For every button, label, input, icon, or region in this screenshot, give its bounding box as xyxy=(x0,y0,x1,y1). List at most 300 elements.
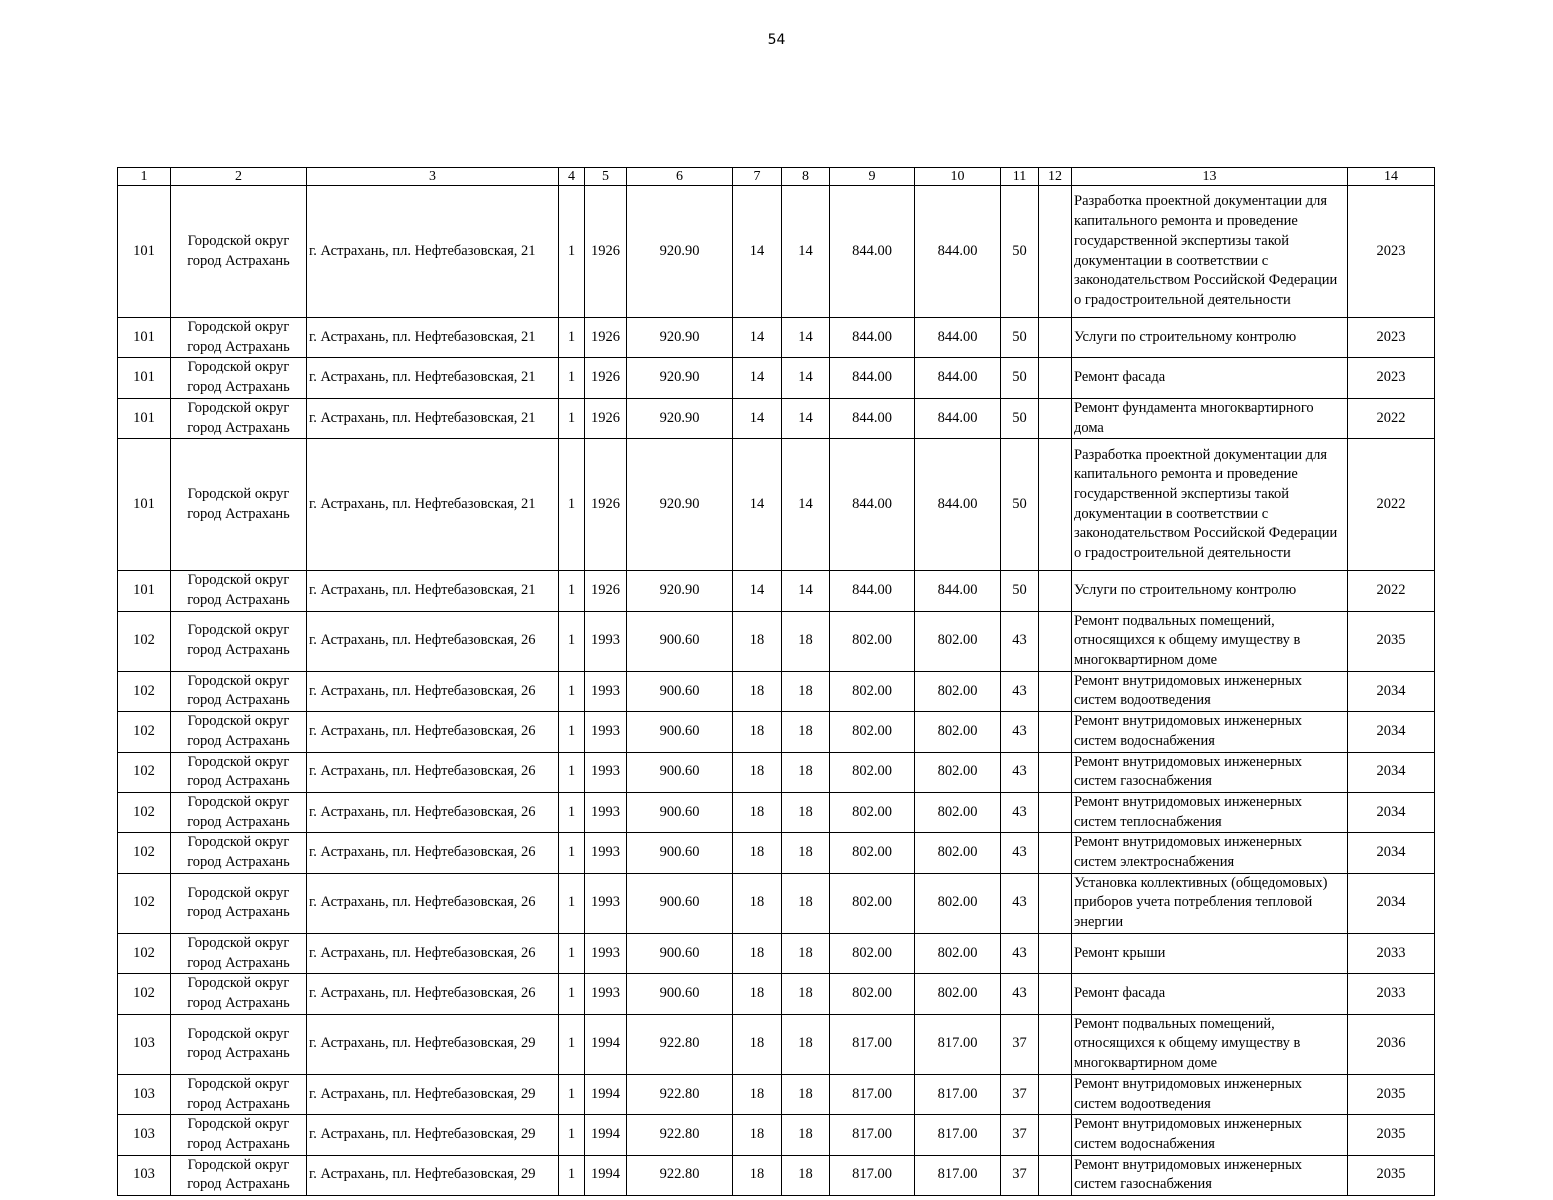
col11-cell: 43 xyxy=(1001,752,1039,792)
col10-cell: 802.00 xyxy=(915,792,1001,832)
col10-cell: 844.00 xyxy=(915,318,1001,358)
col12-cell xyxy=(1039,358,1072,398)
address-cell: г. Астрахань, пл. Нефтебазовская, 26 xyxy=(307,833,559,873)
address-cell: г. Астрахань, пл. Нефтебазовская, 26 xyxy=(307,792,559,832)
municipality-cell: Городской округ город Астрахань xyxy=(171,792,307,832)
col10-cell: 817.00 xyxy=(915,1155,1001,1195)
total-area-cell: 920.90 xyxy=(627,318,733,358)
col10-cell: 802.00 xyxy=(915,611,1001,671)
address-cell: г. Астрахань, пл. Нефтебазовская, 26 xyxy=(307,752,559,792)
row-number-cell: 102 xyxy=(118,933,171,973)
col9-cell: 802.00 xyxy=(830,752,915,792)
year-cell: 1993 xyxy=(585,974,627,1014)
col8-cell: 14 xyxy=(782,186,830,318)
col11-cell: 50 xyxy=(1001,318,1039,358)
municipality-cell: Городской округ город Астрахань xyxy=(171,1074,307,1114)
column-header-9: 9 xyxy=(830,168,915,186)
year-cell: 1993 xyxy=(585,933,627,973)
col8-cell: 18 xyxy=(782,1014,830,1074)
col9-cell: 802.00 xyxy=(830,833,915,873)
col7-cell: 14 xyxy=(733,571,782,611)
row-number-cell: 102 xyxy=(118,792,171,832)
col9-cell: 802.00 xyxy=(830,671,915,711)
col4-cell: 1 xyxy=(559,571,585,611)
col10-cell: 844.00 xyxy=(915,358,1001,398)
municipality-cell: Городской округ город Астрахань xyxy=(171,318,307,358)
work-type-cell: Услуги по строительному контролю xyxy=(1072,571,1348,611)
year-cell: 1926 xyxy=(585,186,627,318)
col9-cell: 844.00 xyxy=(830,571,915,611)
row-number-cell: 101 xyxy=(118,358,171,398)
planned-year-cell: 2035 xyxy=(1348,1155,1435,1195)
col9-cell: 844.00 xyxy=(830,186,915,318)
row-number-cell: 103 xyxy=(118,1115,171,1155)
work-type-cell: Ремонт внутридомовых инженерных систем теплоснабжения xyxy=(1072,792,1348,832)
row-number-cell: 102 xyxy=(118,974,171,1014)
col11-cell: 43 xyxy=(1001,792,1039,832)
planned-year-cell: 2034 xyxy=(1348,671,1435,711)
col10-cell: 844.00 xyxy=(915,571,1001,611)
col12-cell xyxy=(1039,439,1072,571)
col11-cell: 37 xyxy=(1001,1074,1039,1114)
col4-cell: 1 xyxy=(559,439,585,571)
col12-cell xyxy=(1039,398,1072,438)
total-area-cell: 920.90 xyxy=(627,571,733,611)
col9-cell: 802.00 xyxy=(830,712,915,752)
column-header-3: 3 xyxy=(307,168,559,186)
col4-cell: 1 xyxy=(559,792,585,832)
work-type-cell: Установка коллективных (общедомовых) приборов учета потребления тепловой энергии xyxy=(1072,873,1348,933)
col4-cell: 1 xyxy=(559,1014,585,1074)
col8-cell: 18 xyxy=(782,833,830,873)
col9-cell: 802.00 xyxy=(830,792,915,832)
col7-cell: 18 xyxy=(733,873,782,933)
municipality-cell: Городской округ город Астрахань xyxy=(171,439,307,571)
column-header-10: 10 xyxy=(915,168,1001,186)
planned-year-cell: 2023 xyxy=(1348,358,1435,398)
address-cell: г. Астрахань, пл. Нефтебазовская, 29 xyxy=(307,1074,559,1114)
municipality-cell: Городской округ город Астрахань xyxy=(171,974,307,1014)
col11-cell: 50 xyxy=(1001,439,1039,571)
col10-cell: 802.00 xyxy=(915,933,1001,973)
address-cell: г. Астрахань, пл. Нефтебазовская, 21 xyxy=(307,398,559,438)
col7-cell: 18 xyxy=(733,1014,782,1074)
col8-cell: 14 xyxy=(782,318,830,358)
col8-cell: 18 xyxy=(782,792,830,832)
year-cell: 1926 xyxy=(585,398,627,438)
col8-cell: 18 xyxy=(782,1155,830,1195)
col10-cell: 844.00 xyxy=(915,439,1001,571)
year-cell: 1994 xyxy=(585,1074,627,1114)
col9-cell: 817.00 xyxy=(830,1014,915,1074)
row-number-cell: 103 xyxy=(118,1155,171,1195)
address-cell: г. Астрахань, пл. Нефтебазовская, 29 xyxy=(307,1155,559,1195)
col11-cell: 50 xyxy=(1001,358,1039,398)
total-area-cell: 900.60 xyxy=(627,712,733,752)
municipality-cell: Городской округ город Астрахань xyxy=(171,712,307,752)
row-number-cell: 102 xyxy=(118,671,171,711)
planned-year-cell: 2035 xyxy=(1348,1074,1435,1114)
address-cell: г. Астрахань, пл. Нефтебазовская, 26 xyxy=(307,671,559,711)
table-row xyxy=(118,611,1435,671)
col10-cell: 844.00 xyxy=(915,186,1001,318)
col8-cell: 18 xyxy=(782,1074,830,1114)
col11-cell: 37 xyxy=(1001,1014,1039,1074)
col4-cell: 1 xyxy=(559,712,585,752)
col7-cell: 14 xyxy=(733,439,782,571)
col7-cell: 14 xyxy=(733,398,782,438)
address-cell: г. Астрахань, пл. Нефтебазовская, 21 xyxy=(307,318,559,358)
work-type-cell: Услуги по строительному контролю xyxy=(1072,318,1348,358)
col10-cell: 802.00 xyxy=(915,671,1001,711)
col8-cell: 14 xyxy=(782,439,830,571)
total-area-cell: 900.60 xyxy=(627,873,733,933)
column-header-4: 4 xyxy=(559,168,585,186)
address-cell: г. Астрахань, пл. Нефтебазовская, 26 xyxy=(307,611,559,671)
col4-cell: 1 xyxy=(559,318,585,358)
work-type-cell: Ремонт внутридомовых инженерных систем водоотведения xyxy=(1072,1074,1348,1114)
row-number-cell: 103 xyxy=(118,1074,171,1114)
col10-cell: 817.00 xyxy=(915,1115,1001,1155)
work-type-cell: Ремонт фасада xyxy=(1072,974,1348,1014)
col4-cell: 1 xyxy=(559,671,585,711)
col12-cell xyxy=(1039,571,1072,611)
col8-cell: 18 xyxy=(782,671,830,711)
col8-cell: 14 xyxy=(782,358,830,398)
table-row xyxy=(118,1074,1435,1114)
municipality-cell: Городской округ город Астрахань xyxy=(171,186,307,318)
municipality-cell: Городской округ город Астрахань xyxy=(171,571,307,611)
column-header-11: 11 xyxy=(1001,168,1039,186)
col10-cell: 802.00 xyxy=(915,712,1001,752)
total-area-cell: 900.60 xyxy=(627,974,733,1014)
col9-cell: 802.00 xyxy=(830,873,915,933)
table-row xyxy=(118,974,1435,1014)
col12-cell xyxy=(1039,712,1072,752)
col7-cell: 14 xyxy=(733,318,782,358)
col7-cell: 18 xyxy=(733,712,782,752)
col7-cell: 18 xyxy=(733,611,782,671)
planned-year-cell: 2022 xyxy=(1348,439,1435,571)
col8-cell: 14 xyxy=(782,571,830,611)
total-area-cell: 920.90 xyxy=(627,358,733,398)
planned-year-cell: 2034 xyxy=(1348,712,1435,752)
table-row xyxy=(118,398,1435,438)
table-row xyxy=(118,671,1435,711)
col4-cell: 1 xyxy=(559,358,585,398)
row-number-cell: 101 xyxy=(118,186,171,318)
total-area-cell: 922.80 xyxy=(627,1155,733,1195)
col11-cell: 43 xyxy=(1001,611,1039,671)
table-row xyxy=(118,1014,1435,1074)
col11-cell: 50 xyxy=(1001,186,1039,318)
work-type-cell: Ремонт внутридомовых инженерных систем газоснабжения xyxy=(1072,752,1348,792)
table-row xyxy=(118,439,1435,571)
col10-cell: 802.00 xyxy=(915,974,1001,1014)
planned-year-cell: 2034 xyxy=(1348,873,1435,933)
table-row xyxy=(118,792,1435,832)
total-area-cell: 900.60 xyxy=(627,933,733,973)
header-row xyxy=(118,168,1435,186)
municipality-cell: Городской округ город Астрахань xyxy=(171,671,307,711)
planned-year-cell: 2034 xyxy=(1348,833,1435,873)
col9-cell: 802.00 xyxy=(830,933,915,973)
col12-cell xyxy=(1039,1155,1072,1195)
table-row xyxy=(118,571,1435,611)
col9-cell: 817.00 xyxy=(830,1155,915,1195)
col10-cell: 802.00 xyxy=(915,752,1001,792)
col12-cell xyxy=(1039,1074,1072,1114)
col12-cell xyxy=(1039,792,1072,832)
col11-cell: 50 xyxy=(1001,571,1039,611)
col11-cell: 43 xyxy=(1001,933,1039,973)
row-number-cell: 102 xyxy=(118,611,171,671)
col7-cell: 18 xyxy=(733,833,782,873)
col4-cell: 1 xyxy=(559,933,585,973)
table-row xyxy=(118,712,1435,752)
col10-cell: 802.00 xyxy=(915,833,1001,873)
col10-cell: 817.00 xyxy=(915,1074,1001,1114)
planned-year-cell: 2035 xyxy=(1348,1115,1435,1155)
municipality-cell: Городской округ город Астрахань xyxy=(171,611,307,671)
planned-year-cell: 2023 xyxy=(1348,318,1435,358)
col12-cell xyxy=(1039,671,1072,711)
col10-cell: 844.00 xyxy=(915,398,1001,438)
table-row xyxy=(118,1115,1435,1155)
col12-cell xyxy=(1039,833,1072,873)
column-header-5: 5 xyxy=(585,168,627,186)
work-type-cell: Ремонт внутридомовых инженерных систем электроснабжения xyxy=(1072,833,1348,873)
col9-cell: 802.00 xyxy=(830,974,915,1014)
col8-cell: 18 xyxy=(782,752,830,792)
row-number-cell: 101 xyxy=(118,398,171,438)
column-header-8: 8 xyxy=(782,168,830,186)
work-type-cell: Разработка проектной документации для капитального ремонта и проведение государственной экспертизы такой документации в соответствии с законодательством Российской Федерации о градостроительной деятельности xyxy=(1072,186,1348,318)
col12-cell xyxy=(1039,318,1072,358)
column-header-6: 6 xyxy=(627,168,733,186)
year-cell: 1993 xyxy=(585,611,627,671)
col9-cell: 817.00 xyxy=(830,1074,915,1114)
year-cell: 1993 xyxy=(585,873,627,933)
column-header-2: 2 xyxy=(171,168,307,186)
total-area-cell: 920.90 xyxy=(627,439,733,571)
row-number-cell: 102 xyxy=(118,752,171,792)
work-type-cell: Ремонт внутридомовых инженерных систем водоснабжения xyxy=(1072,1115,1348,1155)
planned-year-cell: 2034 xyxy=(1348,752,1435,792)
col4-cell: 1 xyxy=(559,186,585,318)
col4-cell: 1 xyxy=(559,398,585,438)
col11-cell: 43 xyxy=(1001,974,1039,1014)
address-cell: г. Астрахань, пл. Нефтебазовская, 21 xyxy=(307,439,559,571)
total-area-cell: 920.90 xyxy=(627,186,733,318)
work-type-cell: Ремонт внутридомовых инженерных систем водоотведения xyxy=(1072,671,1348,711)
col8-cell: 18 xyxy=(782,933,830,973)
total-area-cell: 900.60 xyxy=(627,833,733,873)
column-header-1: 1 xyxy=(118,168,171,186)
column-header-14: 14 xyxy=(1348,168,1435,186)
col7-cell: 14 xyxy=(733,358,782,398)
col8-cell: 18 xyxy=(782,712,830,752)
table-row xyxy=(118,752,1435,792)
col4-cell: 1 xyxy=(559,611,585,671)
planned-year-cell: 2035 xyxy=(1348,611,1435,671)
row-number-cell: 101 xyxy=(118,318,171,358)
col4-cell: 1 xyxy=(559,974,585,1014)
col4-cell: 1 xyxy=(559,833,585,873)
work-type-cell: Ремонт подвальных помещений, относящихся к общему имуществу в многоквартирном доме xyxy=(1072,611,1348,671)
year-cell: 1994 xyxy=(585,1014,627,1074)
col11-cell: 43 xyxy=(1001,873,1039,933)
planned-year-cell: 2022 xyxy=(1348,571,1435,611)
address-cell: г. Астрахань, пл. Нефтебазовская, 26 xyxy=(307,873,559,933)
work-type-cell: Ремонт фундамента многоквартирного дома xyxy=(1072,398,1348,438)
year-cell: 1993 xyxy=(585,671,627,711)
capital-repair-table xyxy=(117,167,1435,1196)
col8-cell: 18 xyxy=(782,873,830,933)
year-cell: 1993 xyxy=(585,792,627,832)
col7-cell: 18 xyxy=(733,1074,782,1114)
address-cell: г. Астрахань, пл. Нефтебазовская, 26 xyxy=(307,933,559,973)
municipality-cell: Городской округ город Астрахань xyxy=(171,833,307,873)
col12-cell xyxy=(1039,873,1072,933)
col12-cell xyxy=(1039,1014,1072,1074)
col12-cell xyxy=(1039,752,1072,792)
col4-cell: 1 xyxy=(559,1115,585,1155)
table-row xyxy=(118,186,1435,318)
year-cell: 1926 xyxy=(585,439,627,571)
col9-cell: 844.00 xyxy=(830,439,915,571)
total-area-cell: 922.80 xyxy=(627,1074,733,1114)
year-cell: 1926 xyxy=(585,358,627,398)
year-cell: 1993 xyxy=(585,752,627,792)
work-type-cell: Ремонт внутридомовых инженерных систем водоснабжения xyxy=(1072,712,1348,752)
total-area-cell: 922.80 xyxy=(627,1115,733,1155)
total-area-cell: 900.60 xyxy=(627,792,733,832)
work-type-cell: Ремонт крыши xyxy=(1072,933,1348,973)
col9-cell: 802.00 xyxy=(830,611,915,671)
col9-cell: 817.00 xyxy=(830,1115,915,1155)
municipality-cell: Городской округ город Астрахань xyxy=(171,1155,307,1195)
col4-cell: 1 xyxy=(559,1074,585,1114)
col12-cell xyxy=(1039,933,1072,973)
year-cell: 1994 xyxy=(585,1115,627,1155)
year-cell: 1993 xyxy=(585,833,627,873)
col11-cell: 43 xyxy=(1001,671,1039,711)
col4-cell: 1 xyxy=(559,752,585,792)
col7-cell: 18 xyxy=(733,752,782,792)
col7-cell: 18 xyxy=(733,1155,782,1195)
year-cell: 1994 xyxy=(585,1155,627,1195)
address-cell: г. Астрахань, пл. Нефтебазовская, 21 xyxy=(307,358,559,398)
address-cell: г. Астрахань, пл. Нефтебазовская, 29 xyxy=(307,1115,559,1155)
col8-cell: 18 xyxy=(782,611,830,671)
table-body xyxy=(118,168,1435,1196)
municipality-cell: Городской округ город Астрахань xyxy=(171,1014,307,1074)
col10-cell: 817.00 xyxy=(915,1014,1001,1074)
col7-cell: 18 xyxy=(733,933,782,973)
col8-cell: 18 xyxy=(782,974,830,1014)
address-cell: г. Астрахань, пл. Нефтебазовская, 21 xyxy=(307,186,559,318)
col8-cell: 14 xyxy=(782,398,830,438)
col7-cell: 18 xyxy=(733,792,782,832)
col12-cell xyxy=(1039,611,1072,671)
col8-cell: 18 xyxy=(782,1115,830,1155)
row-number-cell: 101 xyxy=(118,439,171,571)
address-cell: г. Астрахань, пл. Нефтебазовская, 26 xyxy=(307,712,559,752)
total-area-cell: 900.60 xyxy=(627,752,733,792)
year-cell: 1926 xyxy=(585,571,627,611)
total-area-cell: 900.60 xyxy=(627,611,733,671)
planned-year-cell: 2036 xyxy=(1348,1014,1435,1074)
table-row xyxy=(118,933,1435,973)
address-cell: г. Астрахань, пл. Нефтебазовская, 26 xyxy=(307,974,559,1014)
row-number-cell: 102 xyxy=(118,873,171,933)
municipality-cell: Городской округ город Астрахань xyxy=(171,358,307,398)
year-cell: 1926 xyxy=(585,318,627,358)
col11-cell: 37 xyxy=(1001,1155,1039,1195)
col11-cell: 43 xyxy=(1001,833,1039,873)
municipality-cell: Городской округ город Астрахань xyxy=(171,752,307,792)
municipality-cell: Городской округ город Астрахань xyxy=(171,1115,307,1155)
col7-cell: 18 xyxy=(733,1115,782,1155)
table-row xyxy=(118,833,1435,873)
table-row xyxy=(118,318,1435,358)
row-number-cell: 102 xyxy=(118,833,171,873)
col11-cell: 50 xyxy=(1001,398,1039,438)
table-row xyxy=(118,1155,1435,1195)
municipality-cell: Городской округ город Астрахань xyxy=(171,873,307,933)
work-type-cell: Ремонт внутридомовых инженерных систем газоснабжения xyxy=(1072,1155,1348,1195)
planned-year-cell: 2033 xyxy=(1348,933,1435,973)
total-area-cell: 920.90 xyxy=(627,398,733,438)
work-type-cell: Ремонт фасада xyxy=(1072,358,1348,398)
address-cell: г. Астрахань, пл. Нефтебазовская, 21 xyxy=(307,571,559,611)
col9-cell: 844.00 xyxy=(830,318,915,358)
page-number: 54 xyxy=(767,32,786,48)
table-row xyxy=(118,358,1435,398)
col4-cell: 1 xyxy=(559,1155,585,1195)
planned-year-cell: 2034 xyxy=(1348,792,1435,832)
col9-cell: 844.00 xyxy=(830,398,915,438)
planned-year-cell: 2023 xyxy=(1348,186,1435,318)
col7-cell: 18 xyxy=(733,974,782,1014)
year-cell: 1993 xyxy=(585,712,627,752)
column-header-13: 13 xyxy=(1072,168,1348,186)
row-number-cell: 103 xyxy=(118,1014,171,1074)
col7-cell: 18 xyxy=(733,671,782,711)
col10-cell: 802.00 xyxy=(915,873,1001,933)
municipality-cell: Городской округ город Астрахань xyxy=(171,398,307,438)
column-header-7: 7 xyxy=(733,168,782,186)
total-area-cell: 900.60 xyxy=(627,671,733,711)
row-number-cell: 101 xyxy=(118,571,171,611)
col12-cell xyxy=(1039,974,1072,1014)
col12-cell xyxy=(1039,186,1072,318)
col12-cell xyxy=(1039,1115,1072,1155)
planned-year-cell: 2022 xyxy=(1348,398,1435,438)
address-cell: г. Астрахань, пл. Нефтебазовская, 29 xyxy=(307,1014,559,1074)
col7-cell: 14 xyxy=(733,186,782,318)
planned-year-cell: 2033 xyxy=(1348,974,1435,1014)
work-type-cell: Разработка проектной документации для капитального ремонта и проведение государственной экспертизы такой документации в соответствии с законодательством Российской Федерации о градостроительной деятельности xyxy=(1072,439,1348,571)
total-area-cell: 922.80 xyxy=(627,1014,733,1074)
column-header-12: 12 xyxy=(1039,168,1072,186)
work-type-cell: Ремонт подвальных помещений, относящихся к общему имуществу в многоквартирном доме xyxy=(1072,1014,1348,1074)
row-number-cell: 102 xyxy=(118,712,171,752)
col9-cell: 844.00 xyxy=(830,358,915,398)
municipality-cell: Городской округ город Астрахань xyxy=(171,933,307,973)
col11-cell: 43 xyxy=(1001,712,1039,752)
